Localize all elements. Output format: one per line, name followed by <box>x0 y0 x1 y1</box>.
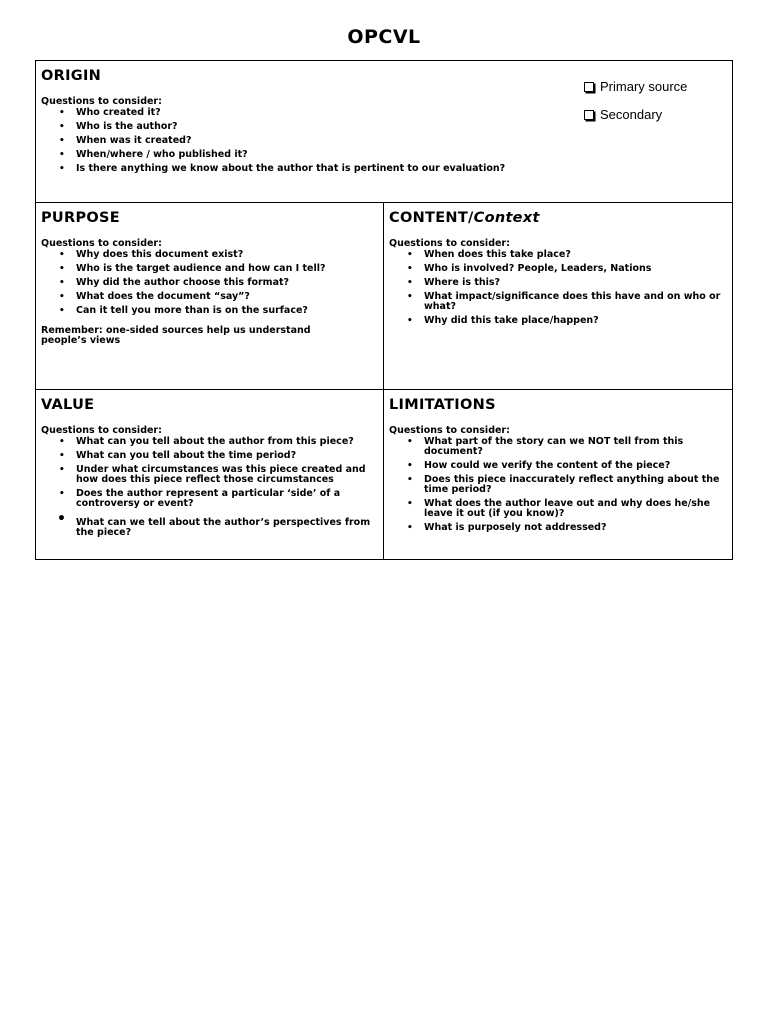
list-item: • Why does this document exist? <box>59 249 244 260</box>
secondary-source-label: Secondary <box>600 107 663 122</box>
limitations-prompt: Questions to consider: <box>389 425 510 436</box>
bullet-icon: • <box>59 465 65 475</box>
list-item: • Is there anything we know about the author that is pertinent to our evaluation? <box>59 163 506 174</box>
primary-source-label: Primary source <box>600 79 688 94</box>
list-item: • When does this take place? <box>407 249 571 260</box>
bullet-icon: • <box>407 264 413 274</box>
secondary-source-option[interactable] <box>584 106 687 123</box>
list-item: • Who is the target audience and how can I tell? <box>59 263 326 274</box>
list-item: • Where is this? <box>407 277 501 288</box>
list-item: • When was it created? <box>59 135 192 146</box>
value-section <box>36 390 384 559</box>
bullet-icon: • <box>59 278 65 288</box>
bullet-icon: • <box>59 437 65 447</box>
bullet-icon: • <box>407 316 413 326</box>
list-item: • Does this piece inaccurately reflect anything about the time period? <box>407 474 720 495</box>
bullet-icon: • <box>57 511 66 527</box>
purpose-heading: PURPOSE <box>41 210 120 226</box>
purpose-section <box>36 203 384 390</box>
bullet-icon: • <box>59 150 65 160</box>
list-item: • Who is involved? People, Leaders, Nations <box>407 263 652 274</box>
bullet-icon: • <box>59 250 65 260</box>
list-item: • Why did this take place/happen? <box>407 315 599 326</box>
purpose-prompt: Questions to consider: <box>41 238 162 249</box>
list-item: • What can you tell about the author from this piece? <box>59 436 354 447</box>
list-item: • What does the document “say”? <box>59 291 250 302</box>
list-item: • Under what circumstances was this piece created and how does this piece reflect those circumstances <box>59 464 366 485</box>
bullet-icon: • <box>59 451 65 461</box>
bullet-icon: • <box>407 278 413 288</box>
value-question-list <box>41 437 378 538</box>
content-heading-context: Context <box>473 210 540 226</box>
list-item: • When/where / who published it? <box>59 149 248 160</box>
bullet-icon: • <box>59 292 65 302</box>
page-title: OPCVL <box>347 26 421 48</box>
list-item: • What is purposely not addressed? <box>407 522 607 533</box>
bullet-icon: • <box>407 461 413 471</box>
bullet-icon: • <box>59 136 65 146</box>
bullet-icon: • <box>59 264 65 274</box>
bullet-icon: • <box>407 475 413 485</box>
origin-heading: ORIGIN <box>41 68 102 84</box>
content-prompt: Questions to consider: <box>389 238 510 249</box>
limitations-question-list <box>389 437 727 533</box>
content-question-list <box>389 250 727 326</box>
primary-source-option[interactable] <box>584 78 687 95</box>
source-type-options <box>584 78 687 134</box>
bullet-icon: • <box>59 306 65 316</box>
checkbox-icon[interactable] <box>584 82 594 92</box>
bullet-icon: • <box>407 499 413 509</box>
bullet-icon: • <box>59 108 65 118</box>
list-item: • What does the author leave out and why does he/she leave it out (if you know)? <box>407 498 711 519</box>
list-item: • Why did the author choose this format? <box>59 277 290 288</box>
bullet-icon: • <box>407 523 413 533</box>
bullet-icon: • <box>59 122 65 132</box>
list-item: • What can you tell about the time period? <box>59 450 297 461</box>
origin-prompt: Questions to consider: <box>41 96 162 107</box>
checkbox-icon[interactable] <box>584 110 594 120</box>
list-item: • What can we tell about the author’s perspectives from the piece? <box>57 511 371 538</box>
content-heading-main: CONTENT/ <box>389 210 474 226</box>
bullet-icon: • <box>407 250 413 260</box>
limitations-heading: LIMITATIONS <box>389 397 496 413</box>
list-item: • Does the author represent a particular ‘side’ of a controversy or event? <box>59 488 341 509</box>
bullet-icon: • <box>407 437 413 447</box>
value-heading: VALUE <box>41 397 95 413</box>
list-item: • Can it tell you more than is on the surface? <box>59 305 308 316</box>
limitations-section <box>384 390 732 559</box>
purpose-question-list <box>41 250 378 316</box>
opcvl-table <box>35 60 733 560</box>
list-item: • What part of the story can we NOT tell from this document? <box>407 436 684 457</box>
content-heading <box>389 210 727 230</box>
list-item: • How could we verify the content of the piece? <box>407 460 671 471</box>
bullet-icon: • <box>59 164 65 174</box>
value-prompt: Questions to consider: <box>41 425 162 436</box>
list-item: • Who is the author? <box>59 121 178 132</box>
bullet-icon: • <box>407 292 413 302</box>
remember-note: Remember: one-sided sources help us understand people’s views <box>41 325 311 346</box>
bullet-icon: • <box>59 489 65 499</box>
content-section <box>384 203 732 390</box>
list-item: • What impact/significance does this have and on who or what? <box>407 291 721 312</box>
list-item: • Who created it? <box>59 107 161 118</box>
origin-section <box>36 61 732 203</box>
